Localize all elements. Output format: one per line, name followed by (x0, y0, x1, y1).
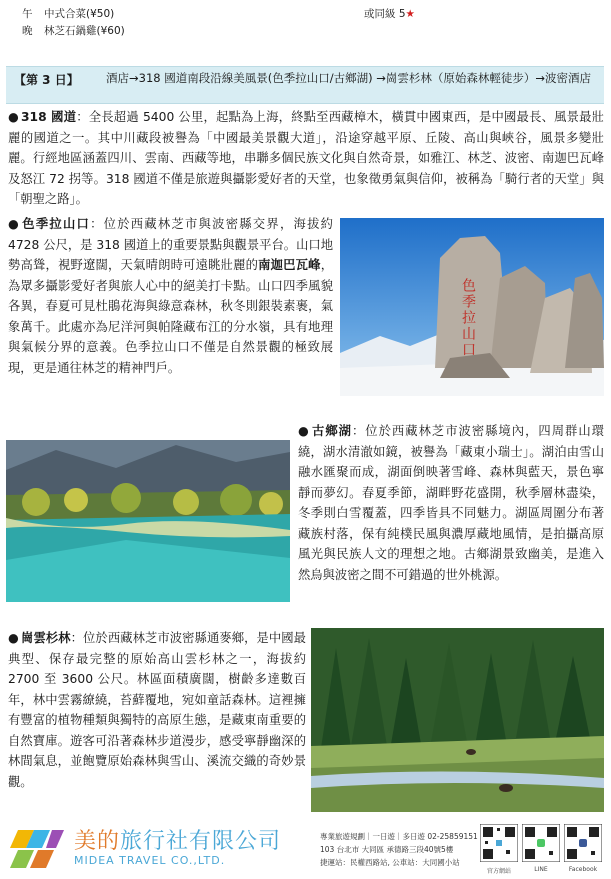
bullet-icon: ● (8, 217, 19, 231)
photo-guxiang-lake (6, 440, 290, 602)
meal-dinner (22, 23, 582, 40)
bullet-icon: ● (8, 110, 19, 124)
section-sejila (8, 214, 333, 378)
meal-lunch-alt (364, 6, 415, 23)
contact-info (320, 830, 480, 869)
section-guxiang (298, 421, 604, 585)
qr-facebook-caption: Facebook (568, 866, 598, 873)
company-name-zh (74, 824, 281, 855)
qr-website[interactable] (480, 824, 518, 875)
day-route: 酒店→318 國道南段沿線美風景(色季拉山口/古鄉湖) →崗雲杉林（原始森林輕徒步）→波密酒店 (106, 71, 592, 85)
company-name-zh-b: 旅行社有限公司 (120, 829, 282, 854)
meal-dinner-value: 林芝石鍋雞(¥60) (44, 25, 125, 37)
section-g318-name: 318 國道 (21, 110, 77, 124)
qr-code-icon (480, 824, 518, 862)
company-logo-icon (8, 826, 64, 872)
section-guxiang-name: 古鄉湖 (311, 424, 352, 438)
contact-line-1: 專業旅遊規劃｜一日遊｜多日遊 02-25859151 (320, 832, 478, 841)
bullet-icon: ● (298, 424, 309, 438)
sejila-stone-label: 色季拉山口 (460, 278, 476, 358)
section-g318-text: ：全長超過 5400 公里，起點為上海，終點至西藏樟木，橫貫中國東西，是中國最長、風景最壯麗的國道之一。其中川藏段被譽為「中國最美景觀大道」，沿途穿越平原、丘陵、高山與峽谷，風景多變壯麗。行經地區涵蓋四川、雲南、西藏等地，串聯多個民族文化與自然奇景，如雅江、林芝、波密、南迦巴瓦峰及怒江 72 拐等。318 國道不僅是旅遊與攝影愛好者的天堂，也象徵勇氣與信仰，被稱為「騎行者的天堂」與「朝聖之路」。 (8, 110, 604, 206)
star-icon: ★ (405, 8, 415, 20)
qr-website-caption: 官方網站 (486, 868, 511, 875)
section-gangyun-name: 崗雲杉林 (21, 631, 71, 645)
meal-lunch (22, 6, 582, 23)
section-sejila-text-b: ，為眾多攝影愛好者與旅人心中的絕美打卡點。山口四季風貌各異，春夏可見杜鵑花海與綠意森林，秋冬則銀裝素裹，氣象萬千。此處亦為尼洋河與帕隆藏布江的分水嶺，具有地理與氣候分界的意義。色季拉山口不僅是自然景觀的極致展現，更是通往林芝的精神門戶。 (8, 258, 333, 375)
section-g318 (8, 107, 604, 210)
qr-line[interactable] (522, 824, 560, 873)
qr-line-caption: LINE (534, 866, 548, 873)
section-gangyun-text: ：位於西藏林芝市波密縣通麥鄉，是中國最典型、保存最完整的原始高山雲杉林之一，海拔約 2700 至 3600 公尺。林區面積廣闊，樹齡多達數百年，林中雲霧繚繞，苔蘚覆地，宛如童話森林。這裡擁有豐富的植物種類與獨特的高原生態，是藏東南重要的自然寶庫。遊客可沿著森林步道漫步，感受寧靜幽深的林間氣息，並飽覽原始森林與雪山、溪流交織的奇妙景觀。 (8, 631, 306, 789)
photo-gangyun-forest (311, 628, 604, 812)
qr-code-icon (522, 824, 560, 862)
meals-block (22, 6, 582, 40)
section-sejila-name: 色季拉山口 (21, 217, 91, 231)
photo-sejila-pass (340, 218, 604, 396)
qr-code-icon (564, 824, 602, 862)
section-guxiang-text: ：位於西藏林芝市波密縣境內，四周群山環繞，湖水清澈如鏡，被譽為「藏東小瑞士」。湖泊由雪山融水匯聚而成，湖面倒映著雪峰、森林與藍天，景色寧靜而夢幻。春夏季節，湖畔野花盛開，秋季層林盡染，冬季則白雪覆蓋，四季皆具不同魅力。湖區周圍分布著藏族村落，保有純樸民風與濃厚藏地風情，是拍攝高原風光與民族人文的理想之地。古鄉湖景致幽美，是進入然烏與波密之間不可錯過的世外桃源。 (298, 424, 604, 582)
section-sejila-highlight: 南迦巴瓦峰 (258, 258, 321, 272)
section-sejila-text-a: ：位於西藏林芝市與波密縣交界，海拔約 4728 公尺，是 318 國道上的重要景點與觀景平台。山口地勢高聳，視野遼闊，天氣晴朗時可遠眺壯麗的 (8, 217, 333, 272)
day-label: 【第 3 日】 (14, 73, 79, 87)
qr-facebook[interactable] (564, 824, 602, 873)
day-header (6, 66, 604, 104)
footer (0, 818, 611, 879)
section-gangyun (8, 628, 306, 792)
meal-lunch-value: 中式合菜(¥50) (44, 8, 115, 20)
meal-lunch-alt-text: 或同級 5 (364, 8, 406, 20)
contact-line-3: 捷運站：民權西路站, 公車站：大同國小站 (320, 858, 460, 867)
bullet-icon: ● (8, 631, 19, 645)
contact-line-2: 103 台北市 大同區 承德路三段40號5樓 (320, 845, 454, 854)
meal-dinner-label: 晚 (22, 25, 33, 37)
company-name-zh-a: 美的 (74, 829, 121, 854)
company-name-en: MIDEA TRAVEL CO.,LTD. (74, 854, 226, 867)
meal-lunch-label: 午 (22, 8, 33, 20)
